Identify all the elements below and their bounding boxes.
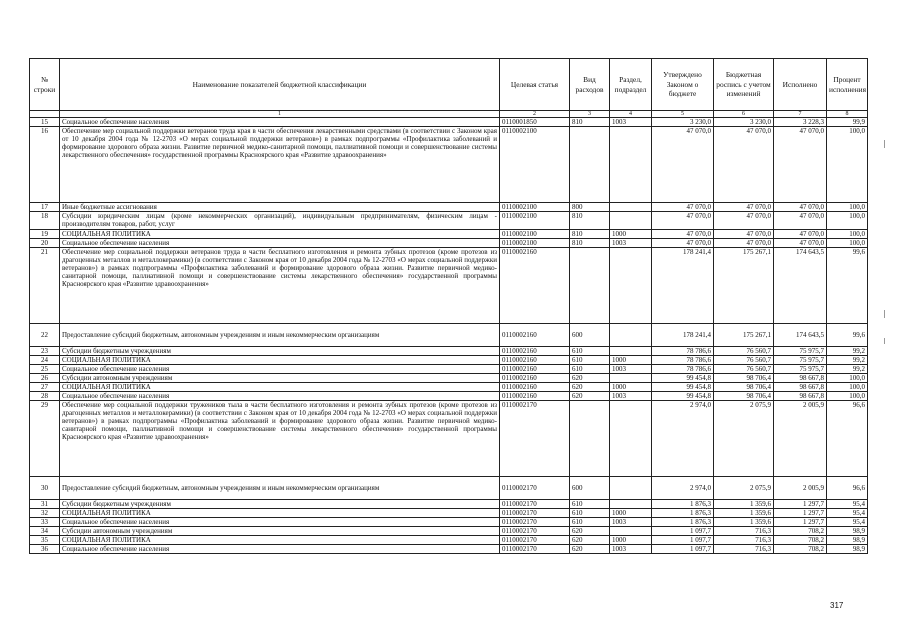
approved-amount: 47 070,0	[652, 127, 714, 203]
expense-type	[570, 248, 610, 324]
approved-amount: 2 974,0	[652, 477, 714, 500]
row-number: 28	[30, 392, 60, 401]
target-article: 0110002170	[500, 500, 570, 509]
budget-amount: 47 070,0	[714, 239, 774, 248]
execution-percent: 99,2	[827, 356, 868, 365]
execution-percent: 98,9	[827, 527, 868, 536]
section-code	[610, 527, 652, 536]
table-row	[30, 127, 868, 203]
budget-amount: 76 560,7	[714, 356, 774, 365]
target-article: 0110002160	[500, 365, 570, 374]
execution-percent: 100,0	[827, 212, 868, 230]
table-row	[30, 324, 868, 347]
table-row	[30, 374, 868, 383]
column-number: 1	[60, 111, 500, 118]
indicator-name: СОЦИАЛЬНАЯ ПОЛИТИКА	[60, 536, 500, 545]
executed-amount: 1 297,7	[774, 509, 827, 518]
target-article: 0110002100	[500, 212, 570, 230]
budget-amount: 2 075,9	[714, 477, 774, 500]
expense-type: 620	[570, 374, 610, 383]
budget-amount: 98 706,4	[714, 374, 774, 383]
section-code: 1003	[610, 392, 652, 401]
target-article: 0110002170	[500, 536, 570, 545]
section-code	[610, 347, 652, 356]
indicator-name: Субсидии автономным учреждениям	[60, 374, 500, 383]
header-row-number: № строки	[30, 59, 60, 111]
row-number: 25	[30, 365, 60, 374]
column-number: 8	[827, 111, 868, 118]
executed-amount: 708,2	[774, 527, 827, 536]
execution-percent: 99,9	[827, 118, 868, 127]
target-article: 0110002170	[500, 527, 570, 536]
approved-amount: 47 070,0	[652, 212, 714, 230]
executed-amount: 2 005,9	[774, 401, 827, 477]
header-indicator-name: Наименование показателей бюджетной классификации	[60, 59, 500, 111]
column-number: 4	[610, 111, 652, 118]
section-code: 1003	[610, 545, 652, 554]
indicator-name: СОЦИАЛЬНАЯ ПОЛИТИКА	[60, 509, 500, 518]
expense-type: 810	[570, 239, 610, 248]
table-row	[30, 356, 868, 365]
indicator-name: Субсидии бюджетным учреждениям	[60, 500, 500, 509]
table-row	[30, 383, 868, 392]
execution-percent: 100,0	[827, 392, 868, 401]
approved-amount: 99 454,8	[652, 392, 714, 401]
executed-amount: 708,2	[774, 545, 827, 554]
table-row	[30, 203, 868, 212]
page-number: 317	[830, 601, 844, 610]
executed-amount: 174 643,5	[774, 324, 827, 347]
table-row	[30, 365, 868, 374]
table-row	[30, 118, 868, 127]
execution-percent: 100,0	[827, 383, 868, 392]
execution-percent: 99,2	[827, 347, 868, 356]
approved-amount: 1 097,7	[652, 527, 714, 536]
indicator-name: СОЦИАЛЬНАЯ ПОЛИТИКА	[60, 356, 500, 365]
header-executed: Исполнено	[774, 59, 827, 111]
target-article: 0110002160	[500, 248, 570, 324]
executed-amount: 75 975,7	[774, 356, 827, 365]
executed-amount: 75 975,7	[774, 365, 827, 374]
budget-amount: 76 560,7	[714, 347, 774, 356]
section-code	[610, 500, 652, 509]
column-number: 2	[500, 111, 570, 118]
approved-amount: 1 876,3	[652, 509, 714, 518]
budget-amount: 1 359,6	[714, 509, 774, 518]
section-code	[610, 212, 652, 230]
row-number: 15	[30, 118, 60, 127]
budget-amount: 716,3	[714, 545, 774, 554]
target-article: 0110002100	[500, 127, 570, 203]
header-approved: Утверждено Законом о бюджете	[652, 59, 714, 111]
target-article: 0110002160	[500, 324, 570, 347]
column-number: 5	[652, 111, 714, 118]
table-row	[30, 347, 868, 356]
executed-amount: 98 667,8	[774, 374, 827, 383]
header-budget-list: Бюджетная роспись с учетом изменений	[714, 59, 774, 111]
execution-percent: 100,0	[827, 127, 868, 203]
approved-amount: 47 070,0	[652, 203, 714, 212]
table-row	[30, 401, 868, 477]
row-number: 35	[30, 536, 60, 545]
row-number: 33	[30, 518, 60, 527]
execution-percent: 98,9	[827, 536, 868, 545]
expense-type: 810	[570, 118, 610, 127]
header-percent: Процент исполнения	[827, 59, 868, 111]
row-number: 23	[30, 347, 60, 356]
budget-amount: 47 070,0	[714, 203, 774, 212]
table-row	[30, 230, 868, 239]
approved-amount: 1 097,7	[652, 536, 714, 545]
approved-amount: 3 230,0	[652, 118, 714, 127]
table-row	[30, 212, 868, 230]
budget-amount: 98 706,4	[714, 392, 774, 401]
approved-amount: 47 070,0	[652, 239, 714, 248]
budget-amount: 1 359,6	[714, 518, 774, 527]
expense-type: 610	[570, 365, 610, 374]
budget-amount: 716,3	[714, 527, 774, 536]
budget-amount: 47 070,0	[714, 212, 774, 230]
section-code: 1003	[610, 518, 652, 527]
scan-margin-mark	[884, 140, 885, 148]
table-row	[30, 536, 868, 545]
approved-amount: 78 786,6	[652, 356, 714, 365]
execution-percent: 100,0	[827, 230, 868, 239]
approved-amount: 178 241,4	[652, 248, 714, 324]
target-article: 0110002170	[500, 518, 570, 527]
expense-type: 610	[570, 500, 610, 509]
executed-amount: 1 297,7	[774, 518, 827, 527]
target-article: 0110002170	[500, 401, 570, 477]
section-code: 1000	[610, 230, 652, 239]
budget-amount: 716,3	[714, 536, 774, 545]
indicator-name: Социальное обеспечение населения	[60, 365, 500, 374]
executed-amount: 47 070,0	[774, 239, 827, 248]
indicator-name: Социальное обеспечение населения	[60, 518, 500, 527]
expense-type: 800	[570, 203, 610, 212]
row-number: 29	[30, 401, 60, 477]
indicator-name: Обеспечение мер социальной поддержки ветеранов труда края в части обеспечения лекарственными средствами (в соответствии с Законом края от 10 декабря 2004 года № 12-2703 «О мерах социальной поддержки ветеранов») в рамках подпрограммы «Профилактика заболеваний и формирование здорового образа жизни. Развитие первичной медико-санитарной помощи, паллиативной помощи и совершенствование системы лекарственного обеспечения» государственной программы Красноярского края «Развитие здравоохранения»	[60, 127, 500, 203]
execution-percent: 95,4	[827, 518, 868, 527]
table-row	[30, 239, 868, 248]
expense-type: 610	[570, 356, 610, 365]
section-code: 1000	[610, 356, 652, 365]
expense-type	[570, 127, 610, 203]
approved-amount: 1 876,3	[652, 518, 714, 527]
approved-amount: 2 974,0	[652, 401, 714, 477]
row-number: 30	[30, 477, 60, 500]
budget-amount: 175 267,1	[714, 324, 774, 347]
execution-percent: 100,0	[827, 374, 868, 383]
expense-type: 600	[570, 477, 610, 500]
column-number: 7	[774, 111, 827, 118]
row-number: 27	[30, 383, 60, 392]
budget-amount: 175 267,1	[714, 248, 774, 324]
target-article: 0110002160	[500, 347, 570, 356]
section-code: 1003	[610, 118, 652, 127]
execution-percent: 96,6	[827, 477, 868, 500]
expense-type: 600	[570, 324, 610, 347]
execution-percent: 99,2	[827, 365, 868, 374]
section-code	[610, 127, 652, 203]
target-article: 0110001850	[500, 118, 570, 127]
indicator-name: Субсидии юридическим лицам (кроме некоммерческих организаций), индивидуальным предпринимателям, физическим лицам - производителям товаров, работ, услуг	[60, 212, 500, 230]
target-article: 0110002170	[500, 545, 570, 554]
approved-amount: 1 097,7	[652, 545, 714, 554]
executed-amount: 2 005,9	[774, 477, 827, 500]
target-article: 0110002170	[500, 477, 570, 500]
table-row	[30, 545, 868, 554]
indicator-name: Субсидии бюджетным учреждениям	[60, 347, 500, 356]
budget-amount: 1 359,6	[714, 500, 774, 509]
budget-amount: 76 560,7	[714, 365, 774, 374]
executed-amount: 98 667,8	[774, 383, 827, 392]
row-number: 34	[30, 527, 60, 536]
budget-amount: 2 075,9	[714, 401, 774, 477]
header-target-article: Целевая статья	[500, 59, 570, 111]
indicator-name: Обеспечение мер социальной поддержки тружеников тыла в части бесплатного изготовления и ремонта зубных протезов (кроме протезов из драгоценных металлов и металлокерамики) (в соответствии с Законом края от 10 декабря 2004 года № 12-2703 «О мерах социальной поддержки ветеранов») в рамках подпрограммы «Профилактика заболеваний и формирование здорового образа жизни. Развитие первичной медико-санитарной помощи, паллиативной помощи и совершенствование системы лекарственного обеспечения» государственной программы Красноярского края «Развитие здравоохранения»	[60, 401, 500, 477]
row-number: 20	[30, 239, 60, 248]
target-article: 0110002160	[500, 374, 570, 383]
column-number: 3	[570, 111, 610, 118]
indicator-name: Социальное обеспечение населения	[60, 545, 500, 554]
row-number: 18	[30, 212, 60, 230]
expense-type: 610	[570, 518, 610, 527]
approved-amount: 78 786,6	[652, 365, 714, 374]
indicator-name: Социальное обеспечение населения	[60, 239, 500, 248]
expense-type: 620	[570, 392, 610, 401]
row-number: 21	[30, 248, 60, 324]
execution-percent: 100,0	[827, 203, 868, 212]
executed-amount: 174 643,5	[774, 248, 827, 324]
header-expense-type: Вид расходов	[570, 59, 610, 111]
section-code: 1000	[610, 383, 652, 392]
row-number: 22	[30, 324, 60, 347]
budget-amount: 47 070,0	[714, 230, 774, 239]
row-number: 19	[30, 230, 60, 239]
expense-type: 620	[570, 536, 610, 545]
execution-percent: 100,0	[827, 239, 868, 248]
budget-amount: 98 706,4	[714, 383, 774, 392]
section-code	[610, 477, 652, 500]
budget-table	[29, 58, 868, 554]
table-row	[30, 518, 868, 527]
expense-type: 620	[570, 383, 610, 392]
scan-margin-mark	[884, 338, 885, 344]
indicator-name: Предоставление субсидий бюджетным, автономным учреждениям и иным некоммерческим организациям	[60, 324, 500, 347]
scan-margin-mark	[884, 310, 885, 318]
budget-amount: 3 230,0	[714, 118, 774, 127]
target-article: 0110002160	[500, 392, 570, 401]
section-code: 1000	[610, 536, 652, 545]
row-number: 32	[30, 509, 60, 518]
executed-amount: 47 070,0	[774, 203, 827, 212]
indicator-name: Социальное обеспечение населения	[60, 392, 500, 401]
executed-amount: 47 070,0	[774, 212, 827, 230]
execution-percent: 95,4	[827, 509, 868, 518]
executed-amount: 47 070,0	[774, 230, 827, 239]
indicator-name: Иные бюджетные ассигнования	[60, 203, 500, 212]
indicator-name: Социальное обеспечение населения	[60, 118, 500, 127]
header-section: Раздел, подраздел	[610, 59, 652, 111]
executed-amount: 75 975,7	[774, 347, 827, 356]
approved-amount: 99 454,8	[652, 374, 714, 383]
execution-percent: 95,4	[827, 500, 868, 509]
section-code	[610, 248, 652, 324]
column-number-row	[30, 111, 868, 118]
expense-type: 610	[570, 347, 610, 356]
section-code	[610, 374, 652, 383]
approved-amount: 47 070,0	[652, 230, 714, 239]
executed-amount: 1 297,7	[774, 500, 827, 509]
table-row	[30, 500, 868, 509]
approved-amount: 78 786,6	[652, 347, 714, 356]
expense-type: 610	[570, 509, 610, 518]
expense-type: 810	[570, 230, 610, 239]
row-number: 31	[30, 500, 60, 509]
expense-type	[570, 401, 610, 477]
table-row	[30, 248, 868, 324]
target-article: 0110002100	[500, 203, 570, 212]
table-row	[30, 392, 868, 401]
executed-amount: 47 070,0	[774, 127, 827, 203]
indicator-name: Предоставление субсидий бюджетным, автономным учреждениям и иным некоммерческим организациям	[60, 477, 500, 500]
executed-amount: 3 228,3	[774, 118, 827, 127]
section-code	[610, 203, 652, 212]
row-number: 24	[30, 356, 60, 365]
expense-type: 810	[570, 212, 610, 230]
approved-amount: 1 876,3	[652, 500, 714, 509]
row-number: 26	[30, 374, 60, 383]
execution-percent: 98,9	[827, 545, 868, 554]
indicator-name: Субсидии автономным учреждениям	[60, 527, 500, 536]
approved-amount: 178 241,4	[652, 324, 714, 347]
column-number: 6	[714, 111, 774, 118]
table-row	[30, 509, 868, 518]
expense-type: 620	[570, 527, 610, 536]
section-code: 1003	[610, 365, 652, 374]
row-number: 36	[30, 545, 60, 554]
section-code: 1003	[610, 239, 652, 248]
indicator-name: СОЦИАЛЬНАЯ ПОЛИТИКА	[60, 230, 500, 239]
section-code	[610, 324, 652, 347]
approved-amount: 99 454,8	[652, 383, 714, 392]
expense-type: 620	[570, 545, 610, 554]
row-number: 17	[30, 203, 60, 212]
target-article: 0110002100	[500, 239, 570, 248]
execution-percent: 99,6	[827, 248, 868, 324]
execution-percent: 99,6	[827, 324, 868, 347]
section-code: 1000	[610, 509, 652, 518]
indicator-name: СОЦИАЛЬНАЯ ПОЛИТИКА	[60, 383, 500, 392]
executed-amount: 98 667,8	[774, 392, 827, 401]
target-article: 0110002170	[500, 509, 570, 518]
target-article: 0110002160	[500, 356, 570, 365]
table-row	[30, 477, 868, 500]
section-code	[610, 401, 652, 477]
target-article: 0110002100	[500, 230, 570, 239]
execution-percent: 96,6	[827, 401, 868, 477]
target-article: 0110002160	[500, 383, 570, 392]
indicator-name: Обеспечение мер социальной поддержки ветеранов труда в части бесплатного изготовления и ремонта зубных протезов (кроме протезов из драгоценных металлов и металлокерамики) (в соответствии с Законом края от 10 декабря 2004 года № 12-2703 «О мерах социальной поддержки ветеранов») в рамках подпрограммы «Профилактика заболеваний и формирование здорового образа жизни. Развитие первичной медико-санитарной помощи, паллиативной помощи и совершенствование системы лекарственного обеспечения» государственной программы Красноярского края «Развитие здравоохранения»	[60, 248, 500, 324]
budget-amount: 47 070,0	[714, 127, 774, 203]
table-row	[30, 527, 868, 536]
executed-amount: 708,2	[774, 536, 827, 545]
column-number	[30, 111, 60, 118]
row-number: 16	[30, 127, 60, 203]
